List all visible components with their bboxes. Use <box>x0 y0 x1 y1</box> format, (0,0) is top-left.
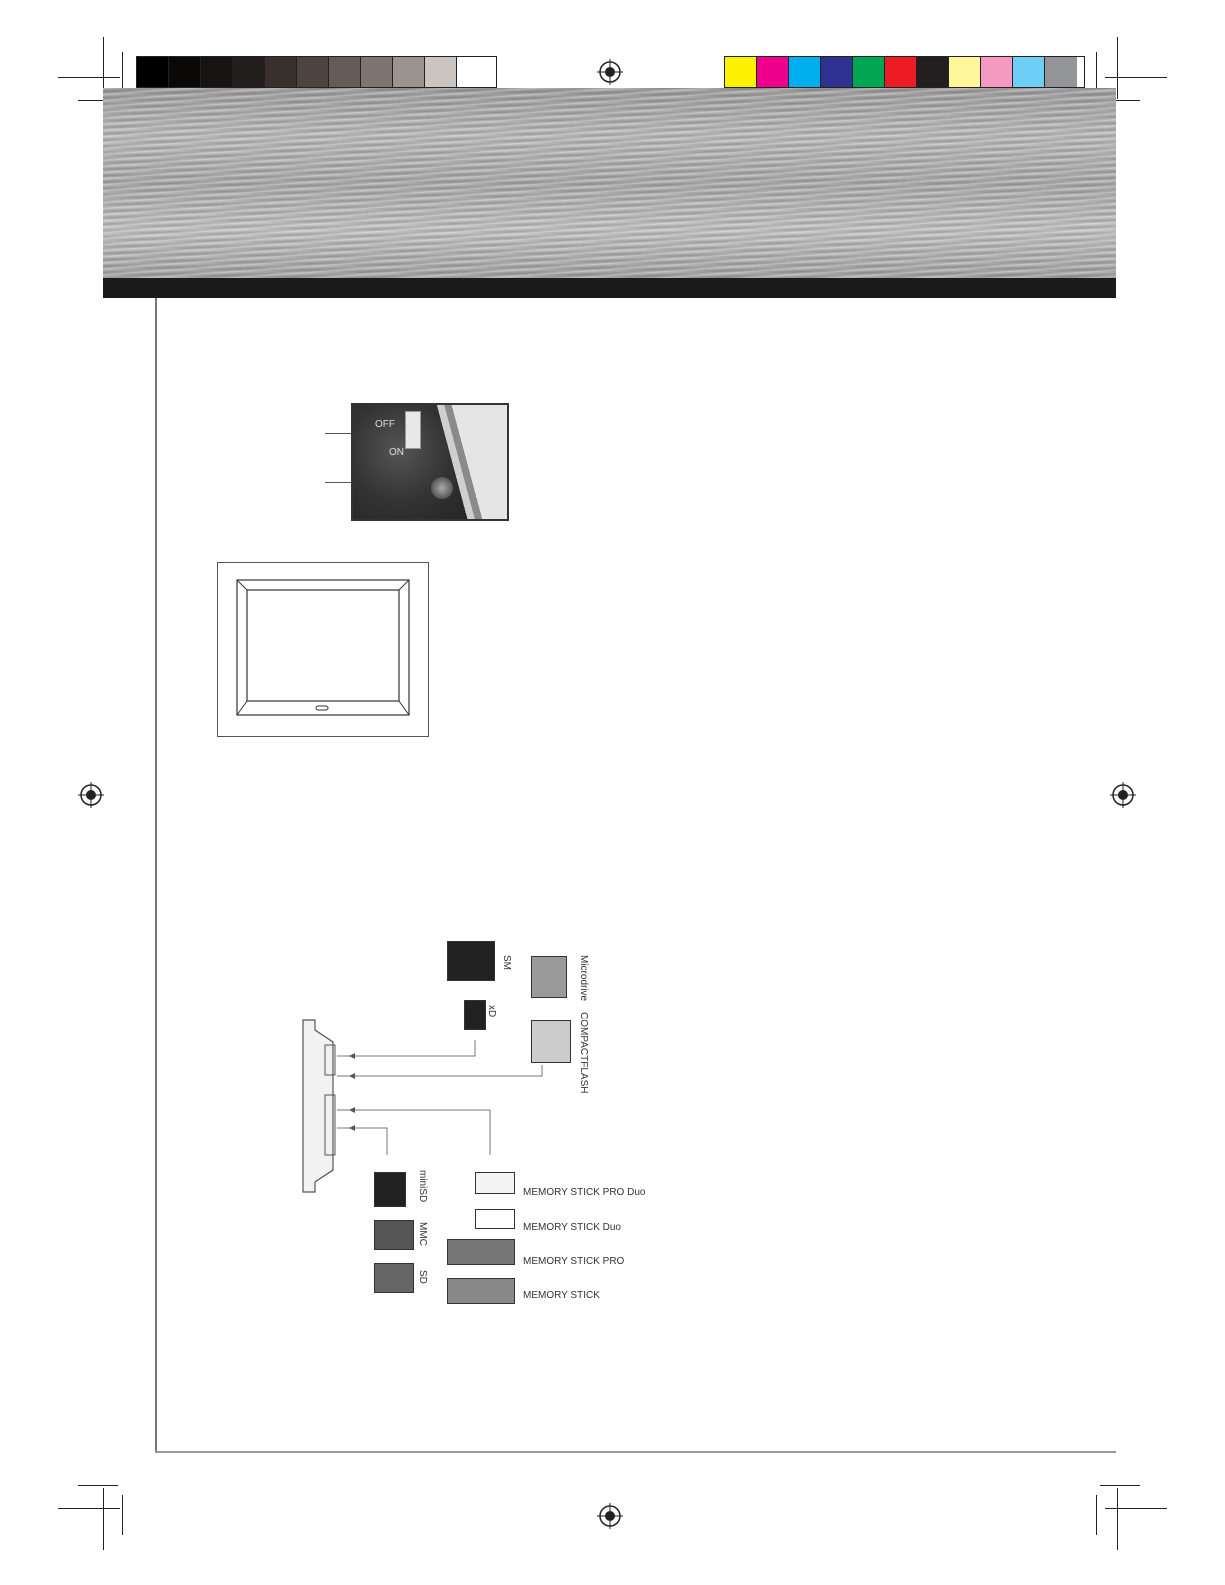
grayscale-swatch-7 <box>361 57 393 87</box>
microdrive-card-label: Microdrive <box>578 955 589 1002</box>
registration-mark-icon <box>78 782 104 808</box>
xd-card-label: xD <box>486 1005 497 1018</box>
grayscale-swatch-8 <box>393 57 425 87</box>
compactflash-card <box>531 1020 571 1063</box>
process-swatch-9 <box>1013 57 1045 87</box>
registration-mark-icon <box>1110 782 1136 808</box>
xd-card <box>464 1000 486 1030</box>
grayscale-swatch-4 <box>265 57 297 87</box>
memory-stick-card <box>447 1278 515 1304</box>
compactflash-card-label: COMPACTFLASH <box>578 1012 589 1094</box>
process-swatch-8 <box>981 57 1013 87</box>
memory-stick-duo-card <box>475 1209 515 1229</box>
sd-card <box>374 1263 414 1293</box>
mmc-card-label: MMC <box>417 1222 428 1246</box>
grayscale-swatch-10 <box>457 57 489 87</box>
grayscale-color-bar <box>136 56 497 88</box>
page-margin-rule <box>155 298 157 1452</box>
power-switch-photo <box>351 403 509 521</box>
process-swatch-5 <box>885 57 917 87</box>
registration-mark-icon <box>597 59 623 85</box>
memory-stick-pro-duo-label: MEMORY STICK PRO Duo <box>523 1187 646 1198</box>
photo-frame-illustration <box>217 562 429 737</box>
process-swatch-6 <box>917 57 949 87</box>
process-swatch-1 <box>757 57 789 87</box>
digital-frame-icon <box>218 563 428 736</box>
process-swatch-3 <box>821 57 853 87</box>
minisd-card <box>374 1172 406 1207</box>
grayscale-swatch-1 <box>169 57 201 87</box>
grayscale-swatch-3 <box>233 57 265 87</box>
sm-card-label: SM <box>501 955 512 970</box>
process-swatch-7 <box>949 57 981 87</box>
mmc-card <box>374 1220 414 1250</box>
grayscale-swatch-9 <box>425 57 457 87</box>
memory-stick-pro-label: MEMORY STICK PRO <box>523 1256 625 1267</box>
registration-mark-icon <box>597 1503 623 1529</box>
switch-off-label: OFF <box>375 419 395 430</box>
sm-card <box>447 941 495 981</box>
process-swatch-2 <box>789 57 821 87</box>
grayscale-swatch-2 <box>201 57 233 87</box>
page-bottom-rule <box>155 1451 1116 1453</box>
slide-switch <box>405 411 421 449</box>
header-band <box>103 278 1116 298</box>
memory-stick-pro-card <box>447 1239 515 1265</box>
memory-stick-pro-duo-card <box>475 1172 515 1194</box>
memory-stick-duo-label: MEMORY STICK Duo <box>523 1222 621 1233</box>
grayscale-swatch-0 <box>137 57 169 87</box>
sd-card-label: SD <box>417 1270 428 1284</box>
switch-knob <box>431 477 453 499</box>
memory-stick-label: MEMORY STICK <box>523 1290 600 1301</box>
microdrive-card <box>531 956 567 998</box>
process-color-bar <box>724 56 1085 88</box>
grayscale-swatch-5 <box>297 57 329 87</box>
grayscale-swatch-6 <box>329 57 361 87</box>
switch-on-label: ON <box>389 447 404 458</box>
process-swatch-10 <box>1045 57 1077 87</box>
brushed-metal-header <box>103 88 1116 278</box>
process-swatch-4 <box>853 57 885 87</box>
process-swatch-0 <box>725 57 757 87</box>
minisd-card-label: miniSD <box>417 1170 428 1203</box>
